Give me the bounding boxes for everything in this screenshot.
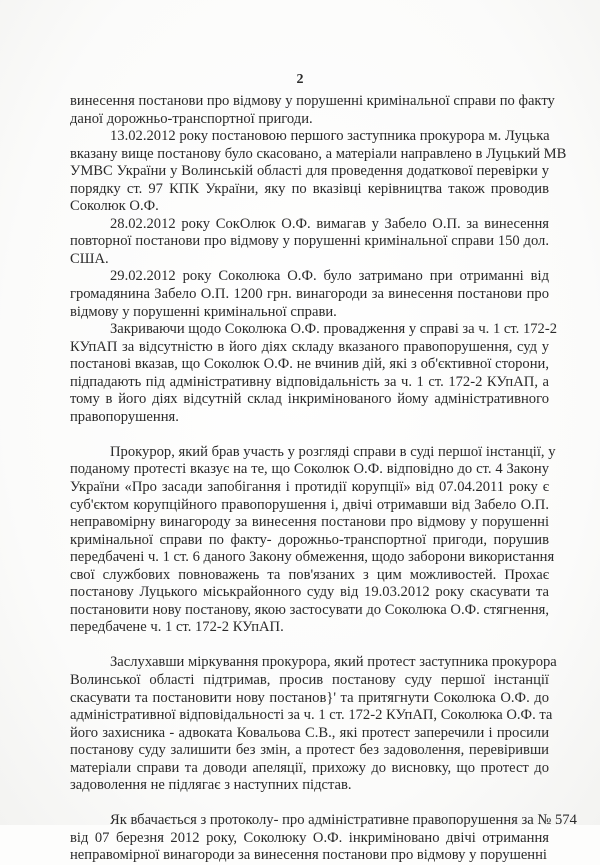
text-line: постанові вказав, що Соколюк О.Ф. не вчинив дій, які з об'єктивної сторони, <box>70 356 549 373</box>
text-line: постановити нову постанову, якою застосувати до Соколюка О.Ф. стягнення, <box>70 601 550 618</box>
text-line: Заслухавши міркування прокурора, який протест заступника прокурора <box>110 654 557 671</box>
text-line: постанову суду залишити без змін, а протест без задоволення, перевіривши <box>70 742 549 759</box>
text-line: вказану вище постанову було скасовано, а матеріали направлено в Луцький МВ <box>70 145 567 162</box>
text-line: неправомірної винагороди за винесення постанови про відмову у порушенні <box>70 847 547 864</box>
paragraph <box>70 812 577 865</box>
text-line: суб'єктом корупційного правопорушення і, двічі отримавши від Забело О.П. <box>70 496 549 513</box>
text-line: правопорушення. <box>70 408 179 425</box>
paragraph <box>70 93 555 128</box>
text-line: Прокурор, який брав участь у розгляді справи в суді першої інстанції, у <box>110 443 556 460</box>
text-line: тому в його діях відсутній склад інкримінованого йому адміністративного <box>70 391 549 408</box>
text-line: поданому протесті вказує на те, що Соколюк О.Ф. відповідно до ст. 4 Закону <box>70 461 549 478</box>
document-body <box>70 93 577 865</box>
text-line: відмову у порушенні кримінальної справи. <box>70 303 337 320</box>
text-line: 29.02.2012 року Соколюка О.Ф. було затримано при отриманні від <box>110 268 549 285</box>
text-line: постанову Луцького міськрайонного суду від 19.03.2012 року скасувати та <box>70 584 549 601</box>
text-line: адміністративної відповідальності за ч. 1 ст. 172-2 КУпАП, Соколюка О.Ф. та <box>70 707 553 724</box>
text-line: передбачені ч. 1 ст. 6 даного Закону обмеження, щодо заборони використання <box>70 549 555 566</box>
paragraph <box>70 321 557 426</box>
text-line: 28.02.2012 року СокОлюк О.Ф. вимагав у Забело О.П. за винесення <box>110 215 549 232</box>
text-line: громадянина Забело О.П. 1200 грн. винагороди за винесення постанови про <box>70 286 549 303</box>
paragraph <box>70 268 549 321</box>
text-line: порядку ст. 97 КПК України, яку по вказівці керівництва також проводив <box>70 180 549 197</box>
text-line: передбачене ч. 1 ст. 172-2 КУпАП. <box>70 619 284 636</box>
text-line: Волинської області підтримав, просив постанову суду першої інстанції <box>70 671 549 688</box>
text-line: винесення постанови про відмову у порушенні кримінальної справи по факту <box>70 93 555 109</box>
text-line: скасувати та постановити нову постанов}' та притягнути Соколюка О.Ф. до <box>70 689 549 706</box>
text-line: Соколюк О.Ф. <box>70 198 159 215</box>
paragraph <box>70 443 556 637</box>
text-line: КУпАП за відсутністю в його діях складу вказаного правопорушення, суд у <box>70 338 549 355</box>
paragraph <box>70 654 557 794</box>
paragraph <box>70 216 549 269</box>
text-line: його захисника - адвоката Ковальова С.В., які протест заперечили і просили <box>70 724 549 741</box>
text-line: від 07 березня 2012 року, Соколюку О.Ф. інкриміновано двічі отримання <box>70 829 549 846</box>
text-line: Закриваючи щодо Соколюка О.Ф. провадження у справі за ч. 1 ст. 172-2 <box>110 321 557 338</box>
text-line: підпадають під адміністративну відповідальність за ч. 1 ст. 172-2 КУпАП, а <box>70 373 549 390</box>
text-line: 13.02.2012 року постановою першого заступника прокурора м. Луцька <box>110 128 550 145</box>
page-number: 2 <box>296 72 304 87</box>
text-line: матеріали справи та доводи апеляції, прихожу до висновку, що протест до <box>70 759 549 776</box>
text-line: повторної постанови про відмову у порушенні кримінальної справи 150 дол. <box>70 233 549 250</box>
text-line: свої службових повноважень та пов'язаних з цим можливостей. Прохає <box>70 566 549 583</box>
text-line: УМВС України у Волинській області для проведення додаткової перевірки у <box>70 163 549 180</box>
text-line: США. <box>70 250 109 267</box>
paragraph <box>70 128 567 216</box>
text-line: Як вбачається з протоколу- про адміністративне правопорушення за № 574 <box>110 812 577 829</box>
text-line: задоволення не підлягає з наступних підстав. <box>70 777 352 794</box>
text-line: даної дорожньо-транспортної пригоди. <box>70 110 313 127</box>
text-line: кримінальної справи по факту- дорожньо-транспортної пригоди, порушив <box>70 531 549 548</box>
text-line: неправомірну винагороду за винесення постанови про відмову у порушенні <box>70 514 549 531</box>
text-line: України «Про засади запобігання і протидії корупції» від 07.04.2011 року є <box>70 478 549 495</box>
